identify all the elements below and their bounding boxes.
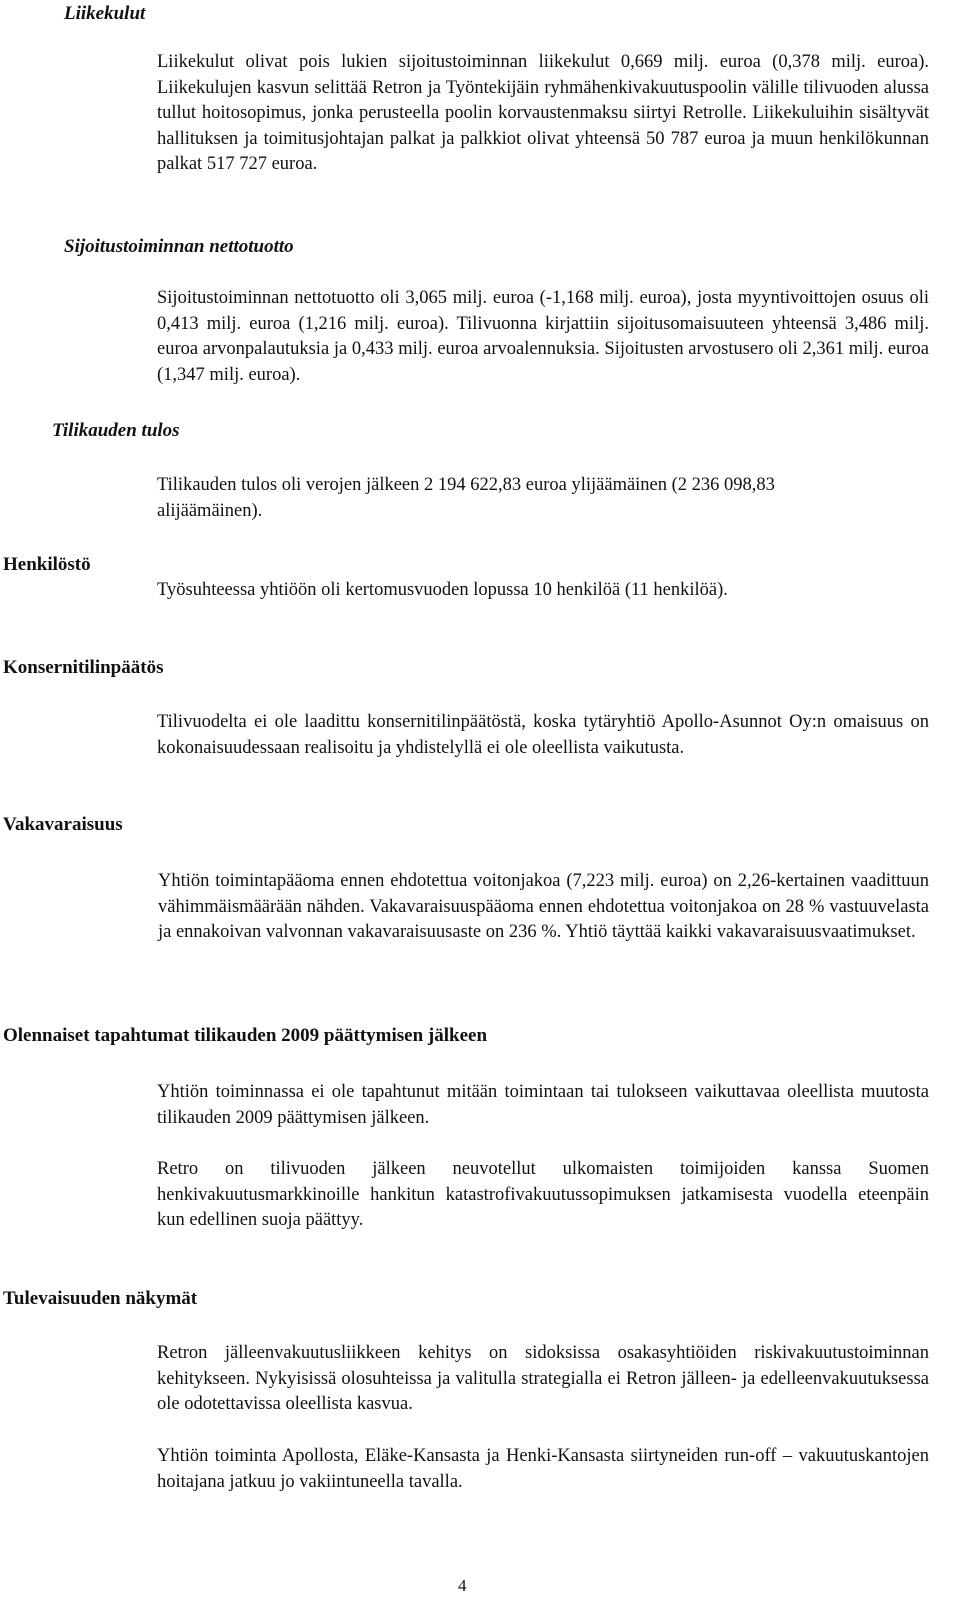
paragraph-vakavaraisuus: Yhtiön toimintapääoma ennen ehdotettua voitonjakoa (7,223 milj. euroa) on 2,26-kertainen vaadittuun vähimmäismäärään nähden. Vakavaraisuuspääoma ennen ehdotettua voitonjakoa on 28 % vastuuvelasta ja ennakoivan valvonnan vakavaraisuusaste on 236 %. Yhtiö täyttää kaikki vakavaraisuusvaatimukset. bbox=[158, 871, 929, 942]
paragraph-olennaiset-1: Yhtiön toiminnassa ei ole tapahtunut mitään toimintaan tai tulokseen vaikuttavaa oleellista muutosta tilikauden 2009 päättymisen jälkeen. bbox=[157, 1082, 929, 1128]
page-number: 4 bbox=[458, 1576, 467, 1595]
paragraph-liikekulut: Liikekulut olivat pois lukien sijoitustoiminnan liikekulut 0,669 milj. euroa (0,378 milj. euroa). Liikekulujen kasvun selittää Retron ja Työntekijäin ryhmähenkivakuutuspoolin välille tilivuoden alussa tullut hoitosopimus, jonka perusteella poolin korvaustenmaksu siirtyi Retrolle. Liikekuluihin sisältyvät hallituksen ja toimitusjohtajan palkat ja palkkiot olivat yhteensä 50 787 euroa ja muun henkilökunnan palkat 517 727 euroa. bbox=[157, 52, 929, 174]
paragraph-olennaiset-2: Retro on tilivuoden jälkeen neuvotellut ulkomaisten toimijoiden kanssa Suomen henkivakuutusmarkkinoille hankitun katastrofivakuutussopimuksen jatkamisesta vuodella eteenpäin kun edellinen suoja päättyy. bbox=[157, 1159, 929, 1230]
paragraph-henkilosto: Työsuhteessa yhtiöön oli kertomusvuoden lopussa 10 henkilöä (11 henkilöä). bbox=[157, 580, 728, 600]
paragraph-sijoitustoiminnan-nettotuotto: Sijoitustoiminnan nettotuotto oli 3,065 milj. euroa (-1,168 milj. euroa), josta myyntivoittojen osuus oli 0,413 milj. euroa (1,216 milj. euroa). Tilivuonna kirjattiin sijoitusomaisuuteen yhteensä 3,486 milj. euroa arvonpalautuksia ja 0,433 milj. euroa arvoalennuksia. Sijoitusten arvostusero oli 2,361 milj. euroa (1,347 milj. euroa). bbox=[157, 288, 929, 385]
heading-vakavaraisuus: Vakavaraisuus bbox=[3, 814, 123, 835]
heading-liikekulut: Liikekulut bbox=[64, 3, 146, 24]
heading-tulevaisuuden-nakymat: Tulevaisuuden näkymät bbox=[3, 1288, 198, 1309]
paragraph-konsernitilinpaatos: Tilivuodelta ei ole laadittu konsernitilinpäätöstä, koska tytäryhtiö Apollo-Asunnot Oy:n omaisuus on kokonaisuudessaan realisoitu ja yhdistelyllä ei ole oleellista vaikutusta. bbox=[157, 712, 929, 758]
heading-konsernitilinpaatos: Konsernitilinpäätös bbox=[3, 657, 164, 678]
heading-henkilosto: Henkilöstö bbox=[3, 554, 91, 575]
paragraph-tulevaisuus-1: Retron jälleenvakuutusliikkeen kehitys on sidoksissa osakasyhtiöiden riskivakuutustoiminnan kehitykseen. Nykyisissä olosuhteissa ja valitulla strategialla ei Retron jälleen- ja edelleenvakuutuksessa ole odotettavissa oleellista kasvua. bbox=[157, 1343, 929, 1414]
heading-sijoitustoiminnan-nettotuotto: Sijoitustoiminnan nettotuotto bbox=[64, 236, 294, 257]
paragraph-tilikauden-tulos: Tilikauden tulos oli verojen jälkeen 2 194 622,83 euroa ylijäämäinen (2 236 098,83 alijäämäinen). bbox=[157, 475, 775, 521]
heading-tilikauden-tulos: Tilikauden tulos bbox=[52, 420, 180, 441]
heading-olennaiset-tapahtumat: Olennaiset tapahtumat tilikauden 2009 päättymisen jälkeen bbox=[3, 1025, 488, 1046]
paragraph-tulevaisuus-2: Yhtiön toiminta Apollosta, Eläke-Kansasta ja Henki-Kansasta siirtyneiden run-off – vakuutuskantojen hoitajana jatkuu jo vakiintuneella tavalla. bbox=[157, 1446, 929, 1492]
